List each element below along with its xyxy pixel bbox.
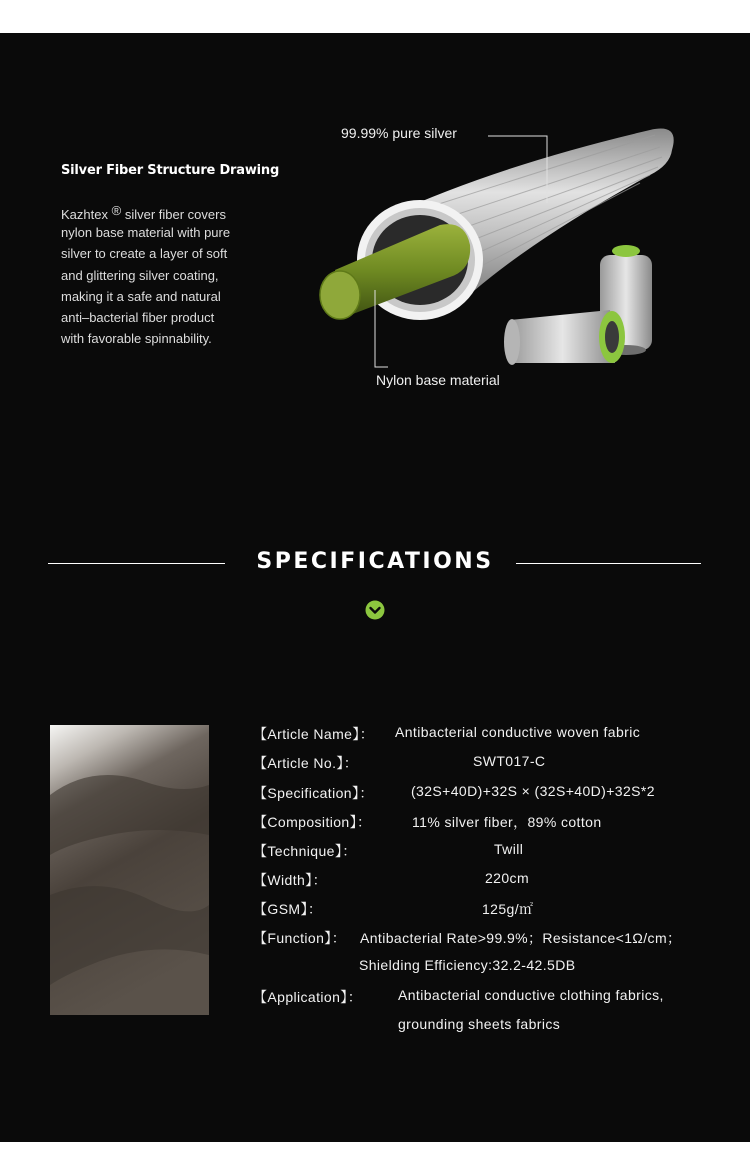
intro-line-6: with favorable spinnability.	[61, 331, 212, 347]
spec-label: 【Composition】：	[253, 814, 372, 830]
brand-name: Kazhtex	[61, 207, 108, 222]
intro-line-1: nylon base material with pure	[61, 225, 231, 240]
spec-gsm	[253, 899, 322, 919]
spec-article-name	[253, 724, 374, 744]
spec-specification-value: (32S+40D)+32S × (32S+40D)+32S*2	[411, 783, 655, 799]
intro-line-5: anti–bacterial fiber product	[61, 310, 215, 326]
spec-label: 【GSM】：	[253, 901, 323, 917]
spec-label: 【Article Name】：	[253, 726, 375, 742]
spec-technique	[253, 841, 357, 861]
spec-function	[253, 928, 346, 948]
chevron-down-icon	[365, 600, 385, 620]
intro-line-4: making it a safe and natural	[61, 288, 221, 304]
diagram-title: Silver Fiber Structure Drawing	[61, 163, 280, 178]
spec-label: 【Article No.】：	[253, 755, 359, 771]
spec-article-name-value: Antibacterial conductive woven fabric	[395, 724, 641, 740]
spec-application-value-2: grounding sheets fabrics	[398, 1016, 561, 1032]
section-heading: SPECIFICATIONS	[256, 549, 494, 574]
spec-function-value-1: Antibacterial Rate>99.9%；Resistance<1Ω/cm；	[360, 930, 682, 946]
spec-label: 【Application】：	[253, 989, 363, 1005]
spec-label: 【Width】：	[253, 872, 327, 888]
intro-line-3: and glittering silver coating,	[61, 267, 219, 283]
spec-composition	[253, 812, 371, 832]
label-nylon: Nylon base material	[376, 372, 500, 388]
spec-application-value-1: Antibacterial conductive clothing fabrics,	[398, 987, 664, 1003]
fiber-structure-illustration	[300, 105, 720, 415]
spec-function-value-2: Shielding Efficiency:32.2-42.5DB	[359, 957, 576, 973]
spec-article-no	[253, 753, 358, 773]
spec-label: 【Specification】：	[253, 785, 374, 801]
spec-gsm-value: 125g/㎡	[482, 901, 534, 917]
intro-line-0: silver fiber covers	[124, 207, 226, 222]
spec-label: 【Technique】：	[253, 843, 357, 859]
intro-line-2: silver to create a layer of soft	[61, 246, 228, 262]
spec-article-no-value: SWT017-C	[473, 753, 546, 769]
spec-label: 【Function】：	[253, 930, 347, 946]
spec-composition-value: 11% silver fiber，89% cotton	[412, 814, 602, 830]
spec-technique-value: Twill	[494, 841, 524, 857]
label-silver: 99.99% pure silver	[341, 125, 457, 141]
spec-application	[253, 987, 362, 1007]
intro-description	[61, 222, 261, 350]
fabric-photo	[50, 725, 209, 1015]
spec-specification	[253, 783, 374, 803]
divider-right	[516, 563, 701, 564]
spec-width-value: 220cm	[485, 870, 530, 886]
registered-mark: ®	[111, 203, 122, 218]
spec-width	[253, 870, 327, 890]
